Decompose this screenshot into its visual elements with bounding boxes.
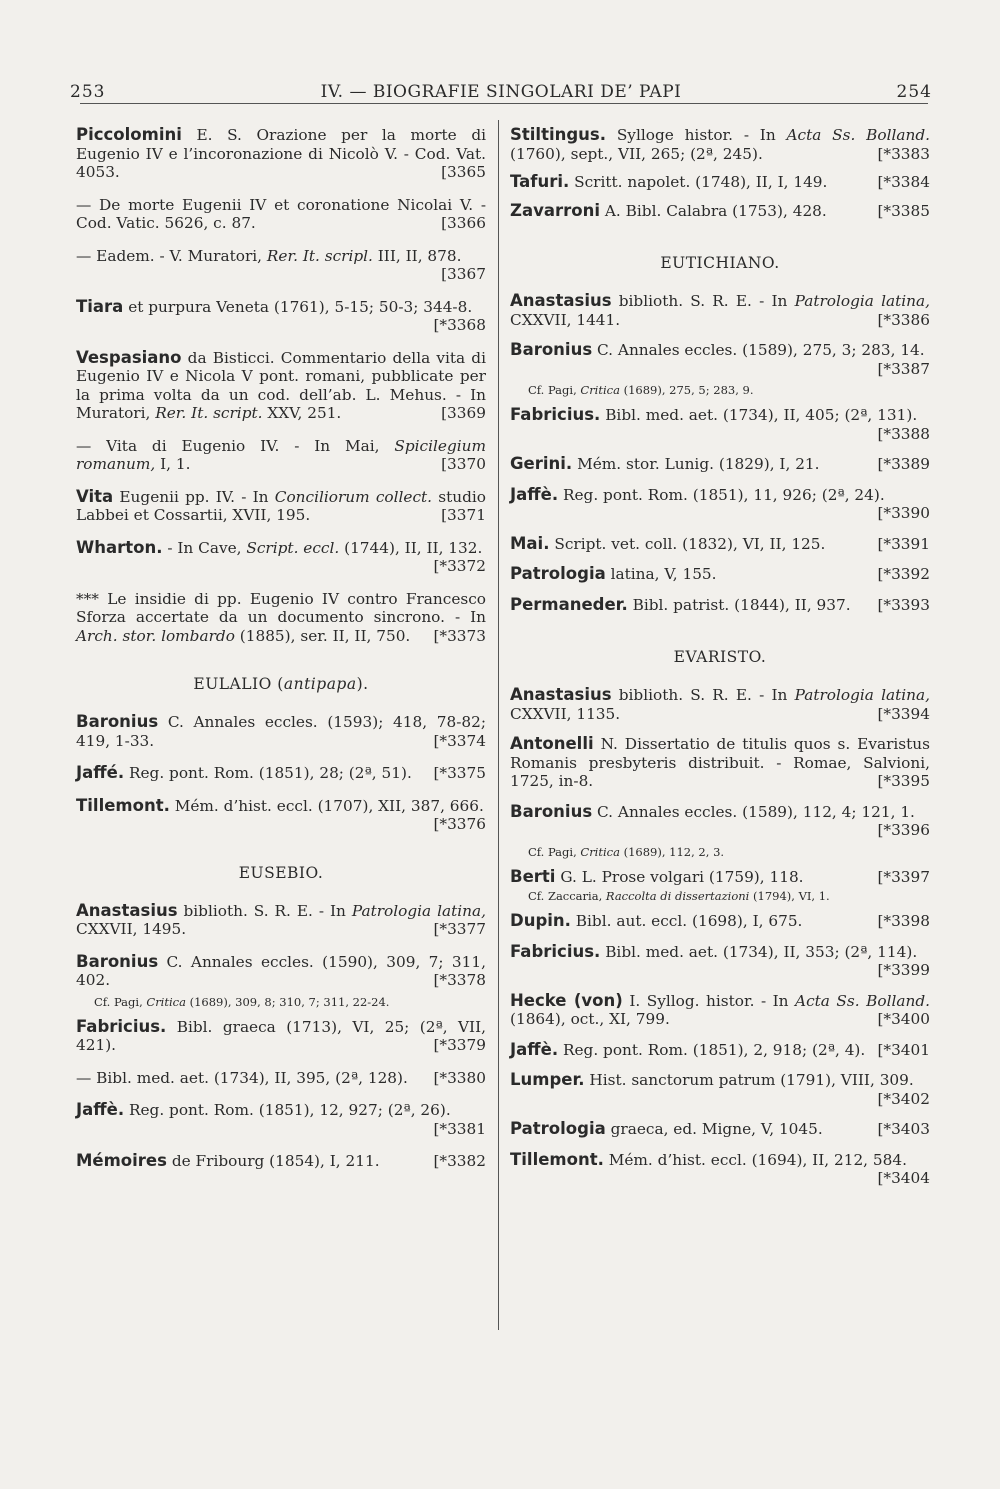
entry-number: [*3375: [433, 764, 486, 782]
entry-author: Anastasius: [510, 685, 612, 704]
left-column: [76, 126, 486, 1185]
bib-entry: Baronius C. Annales eccles. (1589), 275, 3; 283, 14. [*3387: [510, 340, 930, 378]
bib-entry: Fabricius. Bibl. med. aet. (1734), II, 353; (2ª, 114). [*3399: [510, 941, 930, 979]
bib-entry: Patrologia latina, V, 155. [*3392: [510, 564, 930, 583]
entry-author: Vita: [76, 486, 114, 506]
left-page-number: 253: [70, 82, 106, 102]
entry-author: Dupin.: [510, 911, 571, 930]
bib-entry: Tafuri. Scritt. napolet. (1748), II, I, 149. [*3384: [510, 172, 930, 191]
entry-number: [*3381: [433, 1119, 486, 1138]
entry-note: Cf. Pagi, Critica (1689), 309, 8; 310, 7; 311, 22-24.: [94, 994, 390, 1009]
bib-entry: Mai. Script. vet. coll. (1832), VI, II, 125. [*3391: [510, 533, 930, 553]
entry-number: [*3372: [433, 557, 486, 575]
entry-author: Permaneder.: [510, 594, 628, 614]
bib-entry: Berti G. L. Prose volgari (1759), 118. [*3397: [510, 866, 930, 886]
entry-author: Antonelli: [510, 734, 594, 753]
bib-entry: Anastasius biblioth. S. R. E. - In Patrologia latina, CXXVII, 1495. [*3377: [76, 900, 486, 938]
bib-entry: Tillemont. Mém. d’hist. eccl. (1694), II, 212, 584. [*3404: [510, 1149, 930, 1187]
bib-entry: Jaffé. Reg. pont. Rom. (1851), 28; (2ª, 51). [*3375: [76, 763, 486, 782]
entry-author: Baronius: [510, 801, 593, 821]
entry-number: [*3391: [877, 534, 930, 553]
bib-entry: — De morte Eugenii IV et coronatione Nicolai V. - Cod. Vatic. 5626, c. 87. [3366: [76, 195, 486, 232]
entry-number: [*3398: [877, 912, 930, 930]
entry-number: [*3393: [877, 595, 930, 614]
entry-author: Mémoires: [76, 1151, 167, 1170]
entry-number: [*3382: [433, 1152, 486, 1170]
entry-author: Piccolomini: [76, 125, 182, 144]
bib-entry: — Eadem. - V. Muratori, Rer. It. scripl. III, II, 878. [3367: [76, 246, 486, 283]
entry-author: Tiara: [76, 296, 124, 316]
entry-number: [3371: [441, 506, 486, 524]
bib-entry: Jaffè. Reg. pont. Rom. (1851), 11, 926; (2ª, 24). [*3390: [510, 484, 930, 522]
running-title: IV. — BIOGRAFIE SINGOLARI DE’ PAPI: [320, 82, 682, 102]
bib-entry: Gerini. Mém. stor. Lunig. (1829), I, 21. [*3389: [510, 454, 930, 473]
bib-entry: Zavarroni A. Bibl. Calabra (1753), 428. [*3385: [510, 200, 930, 220]
bib-entry: Baronius C. Annales eccles. (1589), 112, 4; 121, 1. [*3396: [510, 801, 930, 839]
entry-number: [*3396: [877, 821, 930, 839]
entry-author: Hecke (von): [510, 990, 623, 1010]
entry-author: Lumper.: [510, 1070, 585, 1089]
entry-author: Jaffè.: [510, 1039, 559, 1059]
bib-entry: Baronius C. Annales eccles. (1593); 418, 78-82; 419, 1-33. [*3374: [76, 712, 486, 750]
entry-author: Fabricius.: [76, 1016, 167, 1036]
entry-number: [*3403: [877, 1120, 930, 1138]
entry-author: Anastasius: [510, 291, 612, 310]
bib-entry: *** Le insidie di pp. Eugenio IV contro Francesco Sforza accertate da un documento sincrono. - In Arch. stor. lombardo (1885), ser. II, II, 750. [*3373: [76, 589, 486, 645]
bib-entry: Jaffè. Reg. pont. Rom. (1851), 2, 918; (2ª, 4). [*3401: [510, 1039, 930, 1059]
bib-entry: Dupin. Bibl. aut. eccl. (1698), I, 675. [*3398: [510, 911, 930, 930]
entry-number: [*3397: [877, 867, 930, 886]
bib-entry: Stiltingus. Sylloge histor. - In Acta Ss. Bolland. (1760), sept., VII, 265; (2ª, 245). [*3383: [510, 125, 930, 163]
entry-author: Mai.: [510, 533, 550, 553]
entry-author: Zavarroni: [510, 200, 601, 220]
bib-entry: Vita Eugenii pp. IV. - In Conciliorum collect. studio Labbei et Cossartii, XVII, 195. [3371: [76, 486, 486, 524]
bib-entry: Antonelli N. Dissertatio de titulis quos s. Evaristus Romanis presbyteris distribuit. - Romae, Salvioni, 1725, in-8. [*3395: [510, 734, 930, 790]
entry-author: Jaffé.: [76, 763, 125, 782]
bib-entry: Hecke (von) I. Syllog. histor. - In Acta Ss. Bolland. (1864), oct., XI, 799. [*3400: [510, 990, 930, 1028]
entry-author: Gerini.: [510, 454, 573, 473]
entry-author: Fabricius.: [510, 941, 601, 961]
entry-number: [*3379: [433, 1036, 486, 1054]
entry-author: Patrologia: [510, 1119, 606, 1138]
bib-entry: Mémoires de Fribourg (1854), I, 211. [*3382: [76, 1151, 486, 1170]
page-header: [70, 74, 932, 114]
bib-entry: Baronius C. Annales eccles. (1590), 309, 7; 311, 402. [*3378: [76, 951, 486, 989]
entry-number: [*3383: [877, 144, 930, 163]
section-heading: EVARISTO.: [673, 648, 767, 666]
entry-author: Jaffè.: [510, 484, 559, 504]
entry-number: [*3395: [877, 772, 930, 790]
entry-number: [*3386: [877, 310, 930, 329]
bib-entry: Tillemont. Mém. d’hist. eccl. (1707), XII, 387, 666. [*3376: [76, 795, 486, 833]
bib-entry: Tiara et purpura Veneta (1761), 5-15; 50-3; 344-8. [*3368: [76, 296, 486, 334]
entry-author: Berti: [510, 866, 556, 886]
entry-note: Cf. Pagi, Critica (1689), 112, 2, 3.: [528, 844, 725, 859]
entry-note: Cf. Zaccaria, Raccolta di dissertazioni (1794), VI, 1.: [528, 889, 830, 903]
entry-number: [*3380: [433, 1068, 486, 1087]
entry-author: Baronius: [76, 951, 159, 971]
bib-entry: Permaneder. Bibl. patrist. (1844), II, 937. [*3393: [510, 594, 930, 614]
section-heading: EULALIO (antipapa).: [193, 675, 369, 693]
entry-author: Stiltingus.: [510, 125, 607, 144]
entry-number: [*3385: [877, 201, 930, 220]
bib-entry: Fabricius. Bibl. med. aet. (1734), II, 405; (2ª, 131). [*3388: [510, 405, 930, 443]
entry-number: [*3399: [877, 961, 930, 979]
entry-number: [3366: [441, 214, 486, 232]
bib-entry: Vespasiano da Bisticci. Commentario della vita di Eugenio IV e Nicola V pont. romani, pubblicate per la prima volta da un cod. dell’ab. L. Mehus. - In Muratori, Rer. It. script. XXV, 251. [3369: [76, 347, 486, 422]
column-divider: [498, 120, 499, 1330]
entry-author: Vespasiano: [76, 347, 182, 367]
entry-number: [*3387: [877, 359, 930, 378]
entry-number: [3367: [441, 265, 486, 283]
bib-entry: Anastasius biblioth. S. R. E. - In Patrologia latina, CXXVII, 1135. [*3394: [510, 685, 930, 723]
entry-number: [*3377: [433, 920, 486, 938]
bib-entry: Jaffè. Reg. pont. Rom. (1851), 12, 927; (2ª, 26). [*3381: [76, 1100, 486, 1138]
entry-note: Cf. Pagi, Critica (1689), 275, 5; 283, 9.: [528, 383, 754, 397]
entry-author: Tafuri.: [510, 172, 570, 191]
entry-number: [*3389: [877, 455, 930, 473]
entry-number: [*3378: [433, 971, 486, 989]
bib-entry: Wharton. - In Cave, Script. eccl. (1744), II, II, 132. [*3372: [76, 537, 486, 575]
entry-number: [*3368: [433, 316, 486, 334]
entry-author: Patrologia: [510, 564, 606, 583]
right-column: [510, 126, 930, 1200]
entry-author: Baronius: [76, 712, 159, 731]
entry-author: Jaffè.: [76, 1100, 125, 1119]
bib-entry: — Bibl. med. aet. (1734), II, 395, (2ª, 128). [*3380: [76, 1068, 486, 1087]
entry-number: [*3390: [877, 504, 930, 522]
bib-entry: Patrologia graeca, ed. Migne, V, 1045. [*3403: [510, 1119, 930, 1138]
entry-number: [*3373: [433, 626, 486, 645]
entry-number: [*3394: [877, 704, 930, 723]
bib-entry: Lumper. Hist. sanctorum patrum (1791), VIII, 309. [*3402: [510, 1070, 930, 1108]
entry-author: Tillemont.: [76, 795, 170, 815]
entry-author: Tillemont.: [510, 1149, 604, 1169]
entry-number: [3370: [441, 455, 486, 473]
entry-number: [*3376: [433, 815, 486, 833]
entry-author: Baronius: [510, 340, 593, 359]
entry-author: Fabricius.: [510, 405, 601, 424]
entry-number: [*3401: [877, 1040, 930, 1059]
section-heading: EUTICHIANO.: [660, 254, 780, 272]
bib-entry: Piccolomini E. S. Orazione per la morte di Eugenio IV e l’incoronazione di Nicolò V. - Cod. Vat. 4053. [3365: [76, 125, 486, 181]
entry-number: [*3392: [877, 565, 930, 583]
right-page-number: 254: [896, 82, 932, 102]
entry-number: [*3374: [433, 731, 486, 750]
entry-number: [*3384: [877, 173, 930, 191]
entry-number: [*3388: [877, 424, 930, 443]
entry-number: [*3404: [877, 1169, 930, 1187]
entry-number: [*3400: [877, 1010, 930, 1028]
entry-author: Anastasius: [76, 900, 178, 920]
entry-author: Wharton.: [76, 537, 163, 557]
entry-number: [3365: [441, 163, 486, 181]
entry-number: [3369: [441, 404, 486, 422]
bib-entry: — Vita di Eugenio IV. - In Mai, Spicilegium romanum, I, 1. [3370: [76, 436, 486, 473]
entry-number: [*3402: [877, 1089, 930, 1108]
header-rule: [80, 103, 928, 104]
bib-entry: Anastasius biblioth. S. R. E. - In Patrologia latina, CXXVII, 1441. [*3386: [510, 291, 930, 329]
section-heading: EUSEBIO.: [238, 863, 324, 882]
bib-entry: Fabricius. Bibl. graeca (1713), VI, 25; (2ª, VII, 421). [*3379: [76, 1016, 486, 1054]
